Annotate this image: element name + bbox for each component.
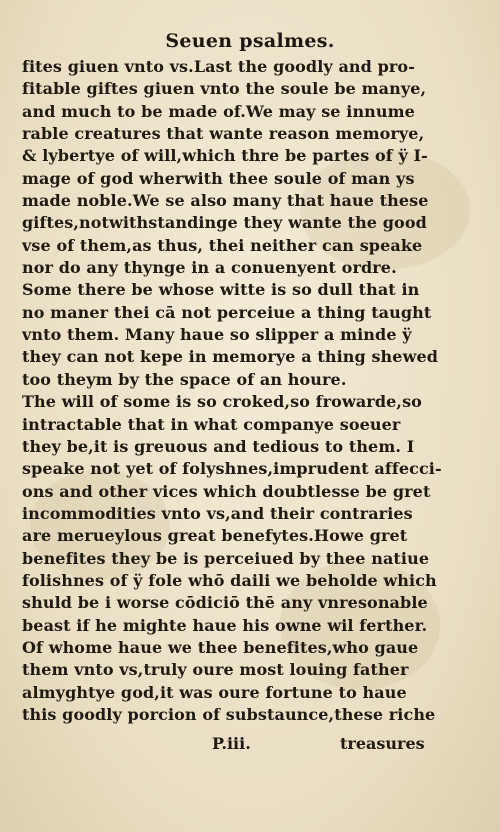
text-line: mage of god wherwith thee soule of man ys — [22, 168, 415, 188]
text-line: fites giuen vnto vs.Last the goodly and pro‑ — [22, 57, 415, 76]
text-line: folishnes of ÿ fole whō daili we beholde which — [22, 570, 437, 590]
text-line: benefites they be is perceiued by thee natiue — [22, 548, 430, 568]
text-line: nor do any thynge in a conuenyent ordre. — [22, 258, 397, 278]
page-text — [22, 56, 482, 726]
text-line: vse of them,as thus, thei neither can speake — [22, 235, 423, 255]
text-line: shuld be i worse cōdiciō thē any vnresonable — [22, 593, 428, 613]
page-footer — [0, 734, 500, 756]
text-line: speake not yet of folyshnes,imprudent affecci‑ — [22, 459, 442, 479]
text-line: too theym by the space of an houre. — [22, 369, 347, 389]
text-line: they can not kepe in memorye a thing shewed — [22, 347, 439, 367]
text-line: almyghtye god,it was oure fortune to haue — [22, 682, 407, 702]
text-line: & lybertye of will,which thre be partes of ÿ I‑ — [22, 146, 428, 166]
text-line: this goodly porcion of substaunce,these riche — [22, 704, 436, 724]
text-line: intractable that in what companye soeuer — [22, 414, 401, 434]
text-line: rable creatures that wante reason memorye, — [22, 124, 425, 144]
text-line: them vnto vs,truly oure most louing father — [22, 660, 409, 680]
text-line: are merueylous great benefytes.Howe gret — [22, 526, 408, 546]
text-line: ons and other vices which doubtlesse be gret — [22, 481, 431, 501]
catchword: treasures — [340, 734, 425, 753]
signature-mark: P.iii. — [212, 734, 251, 753]
text-line: fitable giftes giuen vnto the soule be manye, — [22, 79, 427, 99]
text-line: Of whome haue we thee benefites,who gaue — [22, 637, 419, 657]
text-line: Some there be whose witte is so dull that in — [22, 280, 420, 300]
text-line: they be,it is greuous and tedious to them. I — [22, 436, 415, 456]
text-line: no maner thei cā not perceiue a thing taught — [22, 302, 432, 322]
text-line: vnto them. Many haue so slipper a minde ÿ — [22, 325, 412, 345]
text-line: The will of some is so croked,so frowarde,so — [22, 392, 422, 412]
text-line: and much to be made of.We may se innume — [22, 101, 415, 121]
text-line: incommodities vnto vs,and their contraries — [22, 503, 413, 523]
running-header: Seuen psalmes. — [165, 30, 335, 52]
text-line: made noble.We se also many that haue these — [22, 191, 429, 211]
text-line: beast if he mighte haue his owne wil ferther. — [22, 615, 428, 635]
text-line: giftes,notwithstandinge they wante the good — [22, 213, 427, 233]
